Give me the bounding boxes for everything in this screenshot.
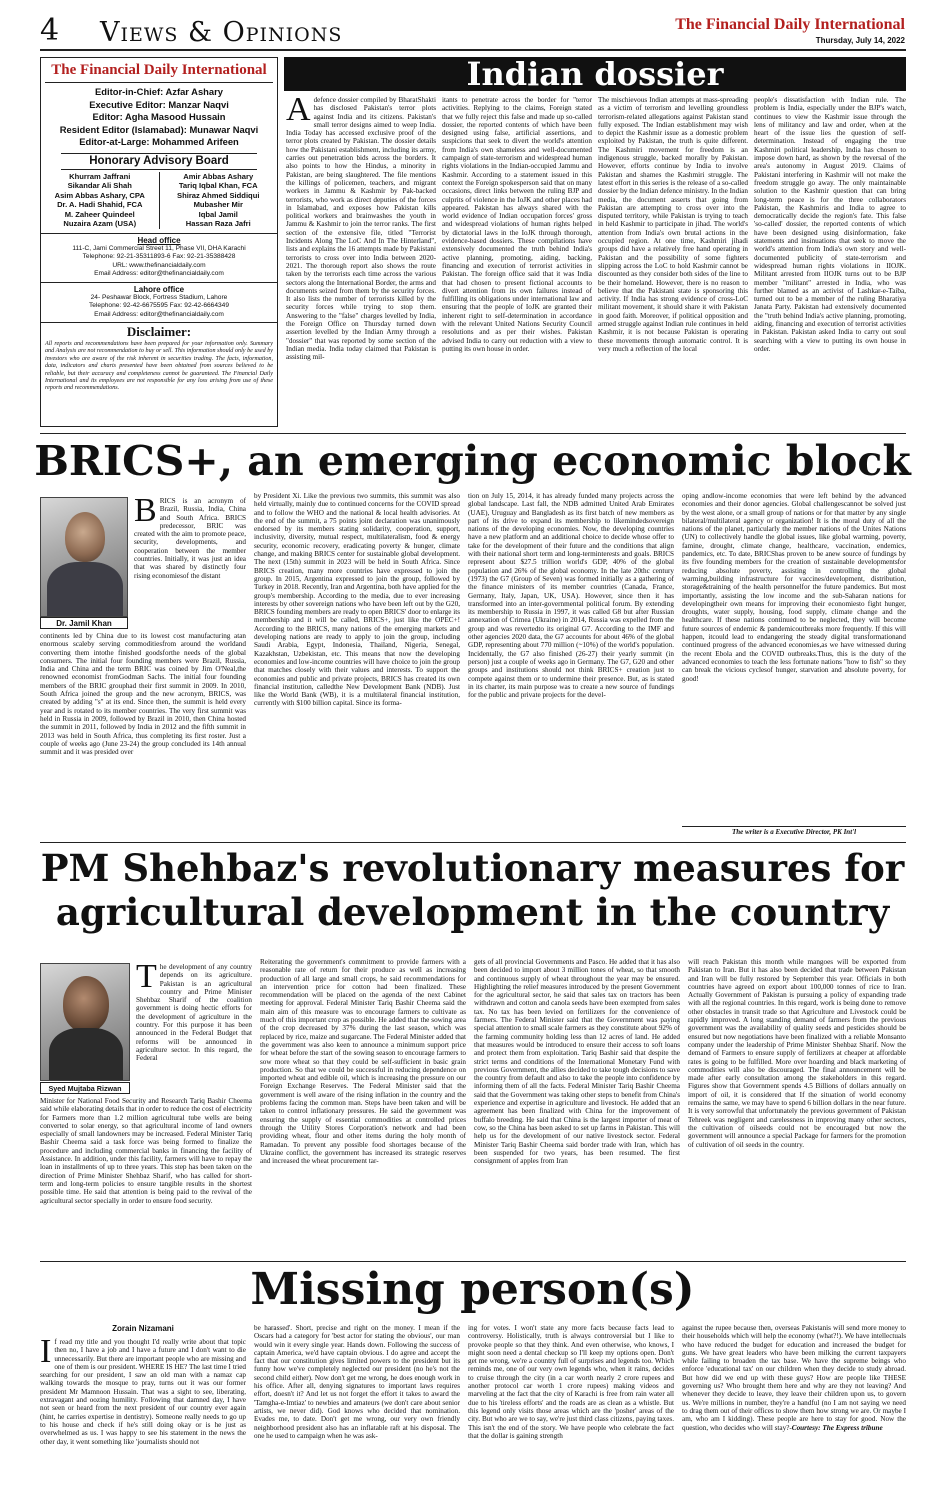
indian-dossier-col-3-text: The mischievous Indian attempts at mass-spreading as a victim of terrorism and levelling groundless terrorism-related allegations against Pakistan stand fully exposed. The Indian establishment may wish to depict the Kashmir issue as a domestic problem exploited by Pakistan, the truth is quite different. The Kashmiri movement for freedom is an indigenous struggle, backed morally by Pakistan. However, efforts continue by India to involve Pakistan and shames the Kashmiri struggle. The latest effort in this series is the release of a so-called dossier by the Indian defence ministry. In the Indian media, the document asserts that going from Pakistan are attempting to cross over into the disputed territory, while Pakistan is trying to teach in held Kashmir to participate in jihad. The world's attention from India's own brutal actions in the occupied region. At one time, Kashmiri jihadi groups did have a relatively free hand operating in Pakistan and the possibility of some fighters slipping across the LoC to hold Kashmir cannot be discounted as they consider both sides of the line to be their homeland. However, there is no reason to believe that the Pakistani state is sponsoring this activity. If India has strong evidence of cross-LoC militant movement, it should share it with Pakistan in good faith. Moreover, if political opposition and armed struggle against Indian rule continues in held Kashmir, it is not because Pakistan is operating these movements through automatic control. It is very much a reflection of the local	[598, 96, 748, 353]
missing-persons-col-1	[40, 1338, 246, 1490]
section-rule-2	[40, 842, 906, 843]
editorial-staff-line: Editor-at-Large: Mohammed Arifeen	[79, 136, 239, 147]
head-office-address	[41, 245, 277, 279]
missing-persons-author: Zorain Nizamani	[112, 1324, 174, 1333]
editorial-staff-line: Executive Editor: Manzar Naqvi	[89, 98, 229, 110]
advisory-board-member: Nuzaira Azam (USA)	[63, 219, 137, 229]
missing-persons-col-2	[254, 1324, 460, 1490]
disclaimer-text: All reports and recommendations have been prepared for your information only. Summary and Analysis are not recommendation to buy or sell. This information should only be used by investors who are aware of the risk inherent in securities trading. The facts, information, data, indicators and charts presented have been obtained from sources believed to be reliable, but their accuracy and completeness cannot be guaranteed. The Financial Daily International and its employees are not responsible for any loss arising from use of these reports and recommendations.	[45, 340, 273, 392]
agri-headline-line-2: agricultural development in the country	[55, 890, 890, 934]
disclaimer-title: Disclaimer:	[41, 322, 277, 340]
missing-persons-col-2-text: be harassed'. Short, precise and right on the money. I mean if the Oscars had a category for 'best actor for stating the obvious', our man would win it every single year. Hands down. Following the success of captain America, we'd have captain obvious. I do agree and accept the fact that our constitution gives limited powers to the president but its funny how we've completely neglected our president (no he's not the second child either). Now don't get me wrong, he does enough work in his office. After all, denying signatures to important laws requires effort, doesn't it? And let us not forget the effort it takes to award the 'Tamgha-e-Imtiaz' to newbies and amateurs (we don't care about senior artists, we never did). God knows who decided that nomination. Evades me, to date. Don't get me wrong, our very own friendly neighborhood president also has an inflatable raft at his disposal. The one he used to campaign when he was ask-	[254, 1324, 460, 1440]
brics-dropcap: B	[134, 497, 157, 529]
agri-col-2	[260, 958, 466, 1257]
agri-col-4	[688, 958, 906, 1257]
brics-col-4	[682, 492, 906, 822]
editorial-box	[40, 57, 278, 427]
lahore-office-address	[41, 294, 277, 319]
lahore-office-line: Telephone: 92-42-6675595 Fax: 92-42-6664349	[88, 302, 230, 310]
brics-col-1-bottom-text: continents led by China due to its lowest cost manufacturing atan enormous scaleby serving commoditiesfrom around the worldand converting them intothe finished goodsforthe needs of the global consumers. The initial four founding members were Brazil, Russia, India and China and the term BRIC was coined by Jim O'Neal,the renowned economist fromGodman Sachs. The initial four founding members of the BRIC grouphad their first summit in 2009. In 2010, South Africa joined the group and the new acronym, BRICS, was created by adding "s" at its end. Since then, the summit is held every year and is rotated to its member countries. The very first summit was held in Russia in 2009, followed by Brazil in 2010, then China hosted the summit in 2011, followed by India in 2012 and the fifth summit in 2013 was held in South Africa, thus completing its first roster. Just a couple of weeks ago (June 23-24) the group concluded its 14th annual summit and it was presided over	[40, 632, 246, 757]
agri-col-1-bottom	[40, 1097, 252, 1257]
brics-col-3-text: tion on July 15, 2014, it has already funded many projects across the global landscape. Last fall, the NDB admitted United Arab Emirates (UAE), Uruguay and Bangladesh as its first batch of new members as part of its drive to expand its membership to likemindedsovereign nations of the developing economies. Now, the developing countries have a new platform and an additional choice to decide whose offer to take for the development of their future and the conditions that align with their national short term and long-terminterests and goals. BRICS represent about $27.5 trillion world's GDP, 40% of the global population and 26% of the global economy. In the late 20thc century (1973) the G7 (Group of Seven) was formed initially as a gathering of the finance ministers of its member countries (Canada, France, Germany, Italy, Japan, UK, USA). However, since then it has transformed into an inter-governmental political forum. By extending its membership to Russia in 1997, it was called G8 but after Russian annexation of Crimea (Ukraine) in 2014, Russia was expelled from the group and was revertedto its original G7. According to the IMF and other agencies 2020 data, the G7 accounts for about 46% of the global GDP, representing about 770 million (~10%) of the world's population. Incidentally, the G7 also finished (26-27) their yearly summit (in person) just a couple of weeks ago in Germany. The G7, G20 and other groups and institutions should not think BRICS+ creation just to compete against them or to undermine their presence. But, as is stated in its charter, its main purpose was to create a new source of fundings for the public and private projects for the devel-	[468, 492, 674, 700]
agri-col-3	[474, 958, 680, 1257]
head-office-line: URL: www.thefinancialdaily.com	[112, 261, 206, 269]
agri-col-4-text: will reach Pakistan this month while mangoes will be exported from Pakistan to Iran. But it has also been decided that trade between Pakistan and Iran will be fully restored by September this year. Officials in both countries have agreed on export about 100,000 tonnes of rice to Iran. Actually Government of Pakistan is pursuing a policy of expanding trade with all the regional countries. In this regard, work is being done to remove other obstacles in transit trade so that Agriculture and Livestock could be rapidly improved. A long standing demand of farmers from the previous government was the availability of quality seeds and pesticides should be ensured but now negotiations have been finalized with a reliable Monsanto company under the leadership of Prime Minister Shehbaz Sharif. Now the demand of Farmers to ensure supply of fertilizers at cheaper at affordable rates is going to be fulfilled. More over hoarding and black marketing of commodities will also be discouraged. The final announcement will be made after early consultation among the stakeholders in this regard. Figures show that Government spends 4.5 Billions of dollars annually on import of oil, it is considered that If the situation of world economy remains the same, we may have to spend 6 billion dollars in the near future. It is very sorrowful that unfortunately the previous government of Pakistan Tehreek was negligent and carelessness in improving many other sectors, the cultivation of oilseeds could not be encouraged but now the government will announce a special Package for farmers for the promotion of cultivation of oil seeds in the country.	[688, 958, 906, 1149]
masthead-paper-name: The Financial Daily International	[675, 16, 905, 33]
brics-author-caption: Dr. Jamil Khan	[40, 617, 128, 629]
editorial-staff-line: Resident Editor (Islamabad): Munawar Naqvi	[59, 123, 259, 135]
section-title: Views & Opinions	[100, 17, 343, 48]
head-office-title: Head office	[41, 233, 277, 245]
advisory-board-member: Mubasher Mir	[193, 200, 243, 210]
agri-col-2-text: Reiterating the government's commitment to provide farmers with a reasonable rate of return for their produce as well as increasing production of all large and small crops, he said recommendations for an intervention price for cotton had been finalized. These recommendation will be placed on the agenda of the next Cabinet meeting for approval. Federal Minister Tariq Bashir Cheema said the main aim of this measure was to encourage farmers to cultivate as much of this important crop as possible. He added that the sowing area of the crop decreased by 37% during the last season, which was replaced by rice, maize and sugarcane. The Federal Minister added that the government was also keen to announce a minimum support price for wheat before the start of the sowing season to encourage farmers to sow more wheat so that they could be self-sufficient in basic grain production. So that we could be successful in reducing dependence on imported wheat and edible oil, which is increasing the pressure on our Foreign Exchange Reserves. The Federal Minister said that the government is well aware of the rising inflation in the country and the problems facing the common man. Steps have been taken and will be taken to control inflationary pressures. He said the government was ensuring the supply of essential commodities at controlled prices through the Utility Stores Corporation's network and had been providing wheat, flour and other items during the holy month of Ramadan. To prevent any possible food shortages because of the Ukraine conflict, the government has increased its strategic reserves and increased the wheat procurement tar-	[260, 958, 466, 1166]
indian-dossier-col-1-text: defence dossier compiled by BharatShakti has disclosed Pakistan's terror plots against India and its citizens. Pakistan's small terror designs aimed to weep India. India Today has accessed exclusive proof of the terror plots created by Pakistan. The dossier details how the Pakistani establishment, including its army, carries out penetration bids across the borders. It also points to how the Hindus, a minority in Pakistan, are being slaughtered. The file mentions the killings of policemen, teachers, and migrant workers in Jammu & Kashmir by Pak-backed terrorists, who work as direct deputies of the forces in Islamabad, and exposes how Pakistan kills political workers and brainwashes the youth in Jammu & Kashmir to join the terror ranks. The first section of the extensive file, titled "Terrorist Incidents Along The LoC And In The Hinterland", lists and explains the 16 attempts made by Pakistani terrorists to cross over into India between 2020-2021. The thorough report also shows the route taken by the terrorists each time across the various sectors along the International Border, the arms and documents seized from them by the security forces. It also lists the number of terrorists killed by the security forces while trying to stop them. Answering to the "false" charges levelled by India, the Foreign Office on Thursday turned down assertion levelled by the Indian Army through a "dossier" that was reported by some section of the Indian media. India today claimed that Pakistan is assisting mil-	[286, 96, 436, 362]
missing-persons-col-4-text: against the rupee because then, overseas Pakistanis will send more money to their households which will help the economy (what?!). We have intellectuals who have reduced the budget for education and increased the budget for guns. We have great leaders who have been milking the current taxpayers while failing to broaden the tax base. We have the supreme beings who enforce 'educational tax' on our children when they decide to study abroad. But how did we end up with these guys? How are people like THESE governing us? Who brought them here and why are they not leaving? And whenever they decide to leave, they leave their children upon us, to govern us. We're millions in number, they're a handful (no I am not saying we need to drag them out of their offices to show them how strong we are. Or maybe I am, who am I kidding). These people are here to stay for good. Now the question, who decides who will stay?-	[682, 1324, 906, 1432]
page-number: 4	[40, 13, 60, 48]
brics-author-photo	[40, 497, 128, 617]
missing-persons-dropcap: I	[40, 1338, 52, 1370]
head-office-line: Telephone: 92-21-35311893-6 Fax: 92-21-35388428	[82, 253, 236, 261]
brics-col-4-text: oping andlow-income economies that were left behind by the advanced economies and their donor agencies. Global challengescannot be solved just by the west alone, or a small group of nations or for that matter by any single bilateral/multilateral agency or organization! It is the moral duty of all the nations of the planet, particularly the member nations of the Unites Nations (UN) to collectively handle the global issues, like global warming, poverty, famine, drought, climate change, healthcare, vaccination, endemics, pandemics, etc. To date, BRICShas proven to be anew source of fundings by its five founding members for the creation of sustainable developmentsfor reducing absolute poverty, assisting in controlling the global warming,building infrastructure for vaccines/development, distribution, storage&training of the health personnelfor the future pandemics. But most importantly, assisting the low income and the sub-Saharan nations for developingtheir own means for improving their economiesto fight hunger, droughts, water supply, housing, food supply, climate change and the healthcare. If these nations continued to be neglected, they will become future sources of endemic & pandemicoutbreaks more frequently. If this will happen, itcould lead to endangering the steady digital transformationand continued progress of the advanced economies,as we have witnessed during the recent Ebola and the COVID outbreaks.Thus, this is the duty of the advanced economies to teach the less fortunate nations "how to fish" so they can break the vicious cyclesof hunger, starvation and absolute poverty, for good!	[682, 492, 906, 683]
agri-col-1-top	[136, 963, 252, 1096]
brics-col-3	[468, 492, 674, 837]
brics-col-2-text: by President Xi. Like the previous two summits, this summit was also held virtually, mainly due to continued concerns for the COVID spread and to follow the WHO and the national & local health advisories. At the end of the summit, a 75 points joint declaration was unanimously endorsed by its members stating solidarity, cooperation, support, inclusivity, diversity, mutual respect, multilateralism, food & energy security, economic recovery, eradicating poverty & hunger, climate change, and making BRICS center for sustainable global development. The next (15th) summit in 2023 will be held in South Africa. Since BRICS creation, many more countries have expressed to join the group. In 2015, Argentina expressed to join the group, followed by Turkey in 2018. Recently, Iran and Argentina, both have applied for the group's membership. According to the media, due to ever increasing interests by other sovereign nations who have been left out by the G20, BRICS founding members are ready to open BRICS' door to enlarge its membership and it will be called, BRICS+, just like the OPEC+! According to the BRICS, many nations of the emerging markets and developing nations are ready to apply to join the group, including Saudi Arabia, Egypt, Indonesia, Thailand, Nigeria, Senegal, Kazakhstan, Uzbekistan, etc. This means that now the developing economies and low-income countries will have choice to join the group that matches closely with their values and interests. To support the economies and public and private projects, BRICS has created its own financial institution, calledthe New Development Bank (NDB). Just like the World Bank (WB), it is a multilateral financial institution, currently with $100 billion capital. Since its forma-	[254, 492, 460, 708]
advisory-board-member: Hassan Raza Jafri	[185, 219, 251, 229]
advisory-board-member: Iqbal Jamil	[198, 209, 238, 219]
advisory-board-member: Tariq Iqbal Khan, FCA	[178, 181, 258, 191]
indian-dossier-col-2-text: itants to penetrate across the border for "terror activities. Replying to the claims, Foreign stated that we fully reject this false and made up so-called dossier, the reported contents of which have been designed using false, artificial assertions, and suspicions that seek to divert the world's attention from India's own shameless and well-documented campaign of state-terrorism and widespread human rights violations in the Indian-occupied Jammu and Kashmir. According to a statement issued in this context the Foreign spokesperson said that on many occasions, direct links between the ruling BJP and culprits of violence in the IoJK and other places had appeared. Pakistan has always shared with the world evidence of Indian occupation forces' gross and widespread violations of human rights helped by dictatorial laws in the IoJK through thorough, evidence-based dossiers. These compilations have extensively documented the truth behind India's active planning, promoting, aiding, backing, financing and execution of terrorist activities in Pakistan. The foreign office said that it was India that had chosen to present fictional accounts to divert attention from its own failures instead of fulfilling its obligations under international law and ensuring that the people of IoJK are granted their inherent right to self-determination in accordance with the relevant United Nations Security Council resolutions and as per their wishes. Pakistan advised India to carry out reduction with a view to putting its own house in order.	[442, 96, 592, 353]
brics-col-1-top-text: RICS is an acronym of Brazil, Russia, India, China and South Africa. BRICS predecessor, BRIC was created with the aim to promote peace, security, developments, and cooperation between the member countries. Initially, it was just an idea that was shared by distinctly four rising economiesof the distant	[134, 497, 246, 580]
missing-persons-col-3	[468, 1324, 674, 1490]
advisory-board-member: Dr. A. Hadi Shahid, FCA	[57, 200, 143, 210]
missing-persons-col-1-text: f read my title and you thought I'd really write about that topic then no, I have a job and I have a future and I don't want to die unnecessarily. But there are important people who are missing and one of them is our president. WHERE IS HE? The last time I tried searching for our president, I saw an old man with a namaz cap walking towards the mosque to pray, turns out it was our former president Mr Mamnoon Hussain. That was a sight to see, liberating, extravagant and oozing humility. Following that damned day, I have not seen or heard from the next president of our country ever again (hint, he carries expertise in dentistry). Someone really needs to go up to his house and check if he's still doing okay or is he just as overwhelmed as us. I was happy to see his statement in the news the other day, it went something like 'journalists should not	[40, 1338, 246, 1446]
lahore-office-line: Email Address: editor@thefinancialdaily.com	[94, 310, 224, 318]
brics-col-2	[254, 492, 460, 837]
advisory-board-title: Honorary Advisory Board	[61, 153, 257, 170]
brics-col-1-bottom	[40, 632, 246, 837]
indian-dossier-col-1	[286, 96, 436, 428]
agri-author-caption: Syed Mujtaba Rizwan	[40, 1082, 130, 1094]
head-office-line: 111-C, Jami Commercial Street 11, Phase VII, DHA Karachi	[72, 245, 246, 253]
lahore-office-line: 24- Peshawar Block, Fortress Stadium, Lahore	[90, 293, 228, 301]
masthead-rule	[40, 49, 906, 51]
missing-persons-headline: Missing person(s)	[250, 1264, 695, 1315]
advisory-board-member: Khurram Jaffrani	[69, 171, 131, 181]
advisory-board-right	[160, 172, 278, 230]
advisory-board-left	[41, 172, 159, 230]
agri-headline-line-1: PM Shehbaz's revolutionary measures for	[40, 846, 905, 890]
agri-col-1-bottom-text: Minister for National Food Security and Research Tariq Bashir Cheema said while elaborating details that in order to reduce the cost of electricity for Farmers more than 1.2 million agricultural tube wells are being converted to solar energy, so that agricultural income of land owners especially of small landowners may be increased. Federal Minister Tariq Bashir Cheema said a task force was being formed to finalize the procedure and including commercial banks in financing the facility of Assistance. In addition, under this facility, farmers will have to repay the loan in installments of up to three years. This step has been taken on the direction of Prime Minister Shehbaz Sharif, who has called for short-term and long-term policies to ensure tangible results in the shortest possible time. He said that attention is being paid to the revival of the agricultural sector specially in order to ensure food security.	[40, 1097, 252, 1205]
agri-col-1-top-text: he development of any country depends on its agriculture. Pakistan is an agricultural country and Prime Minister Shehbaz Sharif of the coalition government is doing hectic efforts for the development of agriculture in the country. For this purpose it has been announced in the Federal Budget that reforms will be announced in agriculture sector. In this regard, the Federal	[136, 963, 252, 1063]
advisory-board-member: Shiraz Ahmed Siddiqui	[177, 190, 260, 200]
brics-col-1-top	[134, 497, 246, 631]
editorial-staff-list	[41, 86, 277, 149]
indian-dossier-col-3	[598, 96, 748, 428]
missing-persons-col-3-text: ing for votes. I won't state any more facts because facts lead to controversy. Holistically, truth is always controversial but I like to provoke people so that they think. And even otherwise, who knows, I might soon need a dental checkup so I'll keep my options open. Don't get me wrong, we're a country full of surprises and legends too. Which reminds me, one of our very own legends who, when it rains, decides to cruise through the city (in a car worth nearly 2 crore rupees and another protocol car worth 1 crore rupees) making videos and marveling at the fact that the city of Karachi is free from rain water all due to his 'tireless efforts' and the roads are as clean as a whistle. But this legend only visits those areas which are the 'posher' areas of the city. But who are we to say, we're just third class citizens, paying taxes. This isn't the end of the story. We have people who celebrate the fact that the dollar is gaining strength	[468, 1324, 674, 1440]
masthead-date: Thursday, July 14, 2022	[815, 36, 905, 45]
missing-persons-courtesy: Courtesy: The Express tribune	[791, 1423, 883, 1432]
indian-dossier-dropcap: A	[286, 96, 311, 128]
head-office-line: Email Address: editor@thefinancialdaily.com	[94, 270, 224, 278]
missing-persons-col-4	[682, 1324, 906, 1490]
lahore-office-title: Lahore office	[41, 282, 277, 294]
advisory-board-member: M. Zaheer Quindeel	[64, 209, 135, 219]
brics-footnote: The writer is a Executive Director, PK Int'l	[682, 826, 906, 836]
indian-dossier-col-4-text: people's dissatisfaction with Indian rule. The problem is India, especially under the BJP's watch, continues to view the Kashmir issue through the lens of militancy and law and order, when at the heart of the issue lies the question of self-determination. Instead of engaging the true Kashmiri political leadership, India has chosen to impose down hard, as shown by the reversal of the area's autonomy in August 2019. Claims of Pakistani interfering in Kashmir will not make the freedom struggle go away. The only maintainable solution to the Kashmir question that can bring long-term peace is for the three collaborators Pakistan, the Kashmiris and India to agree to democratically decide the region's fate. This false 'so-called' dossier, the reported contents of which have been designed using disinformation, fake statements and insinuations that seek to move the world's attention from India's own story and well-documented publicity of state-terrorism and widespread human rights violations in IIOJK. Militant arrested from IIOJK turns out to be BJP member "militant" arrested in India, who was further blamed as an activist of Lashkar-e-Taiba, turned out to be a member of the ruling Bharatiya Janata Party. Pakistan had extensively documented the "truth behind India's active planning, promoting, aiding, financing and execution of terrorist activities in Pakistan. Pakistan asked India to carry out soul searching with a view to putting its own house in order.	[754, 96, 906, 353]
indian-dossier-col-2	[442, 96, 592, 428]
editorial-staff-line: Editor: Agha Masood Hussain	[92, 111, 226, 122]
advisory-board-member: Amir Abbas Ashary	[183, 171, 254, 181]
brics-headline: BRICS+, an emerging economic block	[34, 437, 911, 485]
indian-dossier-headline: Indian dossier	[466, 55, 724, 93]
editorial-box-title: The Financial Daily International	[51, 62, 267, 78]
agri-dropcap: T	[136, 963, 157, 995]
advisory-board-member: Sikandar Ali Shah	[67, 181, 132, 191]
editorial-box-title-rule	[45, 82, 273, 83]
indian-dossier-col-4	[754, 96, 906, 428]
agri-col-3-text: gets of all provincial Governments and Pasco. He added that it has also been decided to import about 3 million tones of wheat, so that smooth and continuous supply of wheat throughout the year may be ensured. Highlighting the relief measures introduced by the present Government for the agricultural sector, he said that sales tax on tractors has been withdrawn and cotton and canola seeds have been exempted from sales tax. No tax has been levied on fertilizers for the convenience of farmers. The Federal Minister said that the Government was paying special attention to small scale farmers as they constitute about 92% of the farming community holding less than 12 acres of land. He added that measures would be introduced to ensure their access to soft loans and protect them from exploitation. Tariq Bashir said that despite the strict terms and conditions of the International Monetary Fund with previous Government, the allies decided to take tough decisions to save the country from default and also to take the people into confidence by informing them of all the facts. Federal Minister Tariq Bashir Cheema said that the Government was taking other steps to benefit from China's experience and expertise in agriculture and livestock. He added that an agreement has been finalized with China for the improvement of buffalo breeding. He said that China is the largest importer of meat of cow, so the China has been asked to set up farms in Pakistan. This will help us for the development of our native livestock sector. Federal Minister Tariq Bashir Cheema said border trade with Iran, which has been suspended for two years, has been resumed. The first consignment of apples from Iran	[474, 958, 680, 1166]
editorial-staff-line: Editor-in-Chief: Azfar Ashary	[95, 86, 223, 97]
agri-author-photo	[40, 963, 130, 1081]
advisory-board-member: Asim Abbas Ashary, CPA	[54, 190, 145, 200]
